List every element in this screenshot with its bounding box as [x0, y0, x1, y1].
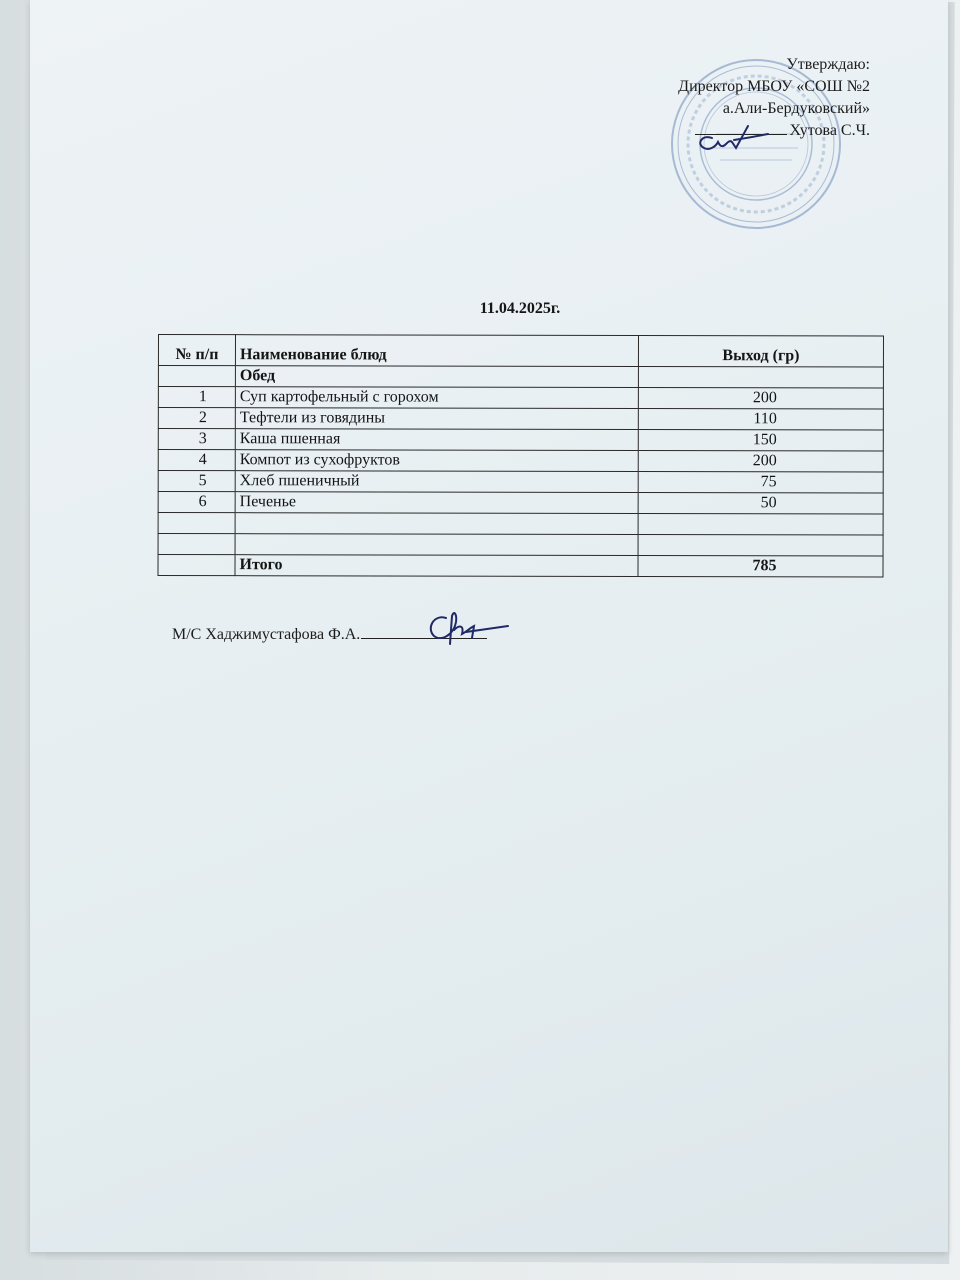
table-row [158, 450, 883, 473]
table-empty-row [158, 513, 883, 536]
empty-cell [235, 534, 638, 556]
row-dish: Тефтели из говядины [235, 408, 638, 430]
row-output: 200 [638, 451, 883, 473]
section-empty-cell [638, 367, 883, 389]
approval-position: Директор МБОУ «СОШ №2 [678, 78, 870, 95]
row-number: 3 [158, 429, 235, 450]
empty-cell [638, 535, 883, 557]
director-name: Хутова С.Ч. [789, 122, 870, 139]
empty-cell [638, 514, 883, 536]
total-label: Итого [235, 555, 638, 577]
approval-school: а.Али-Бердуковский» [722, 100, 870, 117]
document-date: 11.04.2025г. [479, 300, 561, 317]
row-dish: Каша пшенная [235, 429, 638, 451]
header-number: № п/п [158, 335, 235, 366]
table-header-row [158, 335, 883, 368]
table-row [158, 408, 883, 431]
row-number: 2 [158, 408, 235, 429]
nurse-signature-icon [420, 604, 510, 648]
empty-cell [158, 513, 235, 534]
row-output: 50 [638, 493, 883, 515]
row-dish: Компот из сухофруктов [235, 450, 638, 472]
total-value: 785 [638, 556, 883, 578]
row-output: 75 [638, 472, 883, 494]
header-dish-name: Наименование блюд [235, 335, 638, 367]
section-empty-cell [158, 366, 235, 387]
nurse-name: М/С Хаджимустафова Ф.А. [172, 626, 361, 643]
approval-heading: Утверждаю: [786, 56, 870, 73]
row-dish: Хлеб пшеничный [235, 471, 638, 493]
menu-table [157, 334, 884, 578]
table-empty-row [158, 534, 883, 557]
table-row [158, 387, 883, 410]
row-dish: Суп картофельный с горохом [235, 387, 638, 409]
table-total-row [158, 555, 883, 578]
row-number: 6 [158, 492, 235, 513]
row-number: 5 [158, 471, 235, 492]
row-dish: Печенье [235, 492, 638, 514]
row-number: 4 [158, 450, 235, 471]
row-output: 200 [638, 388, 883, 410]
header-output: Выход (гр) [638, 336, 883, 368]
table-row [158, 492, 883, 515]
director-signature-icon [690, 120, 780, 160]
table-row [158, 429, 883, 452]
row-output: 150 [638, 430, 883, 452]
table-section-row [158, 366, 883, 389]
empty-cell [235, 513, 638, 535]
row-output: 110 [638, 409, 883, 431]
empty-cell [158, 534, 235, 555]
row-number: 1 [158, 387, 235, 408]
section-label: Обед [235, 366, 638, 388]
table-row [158, 471, 883, 494]
total-empty-cell [158, 555, 235, 576]
